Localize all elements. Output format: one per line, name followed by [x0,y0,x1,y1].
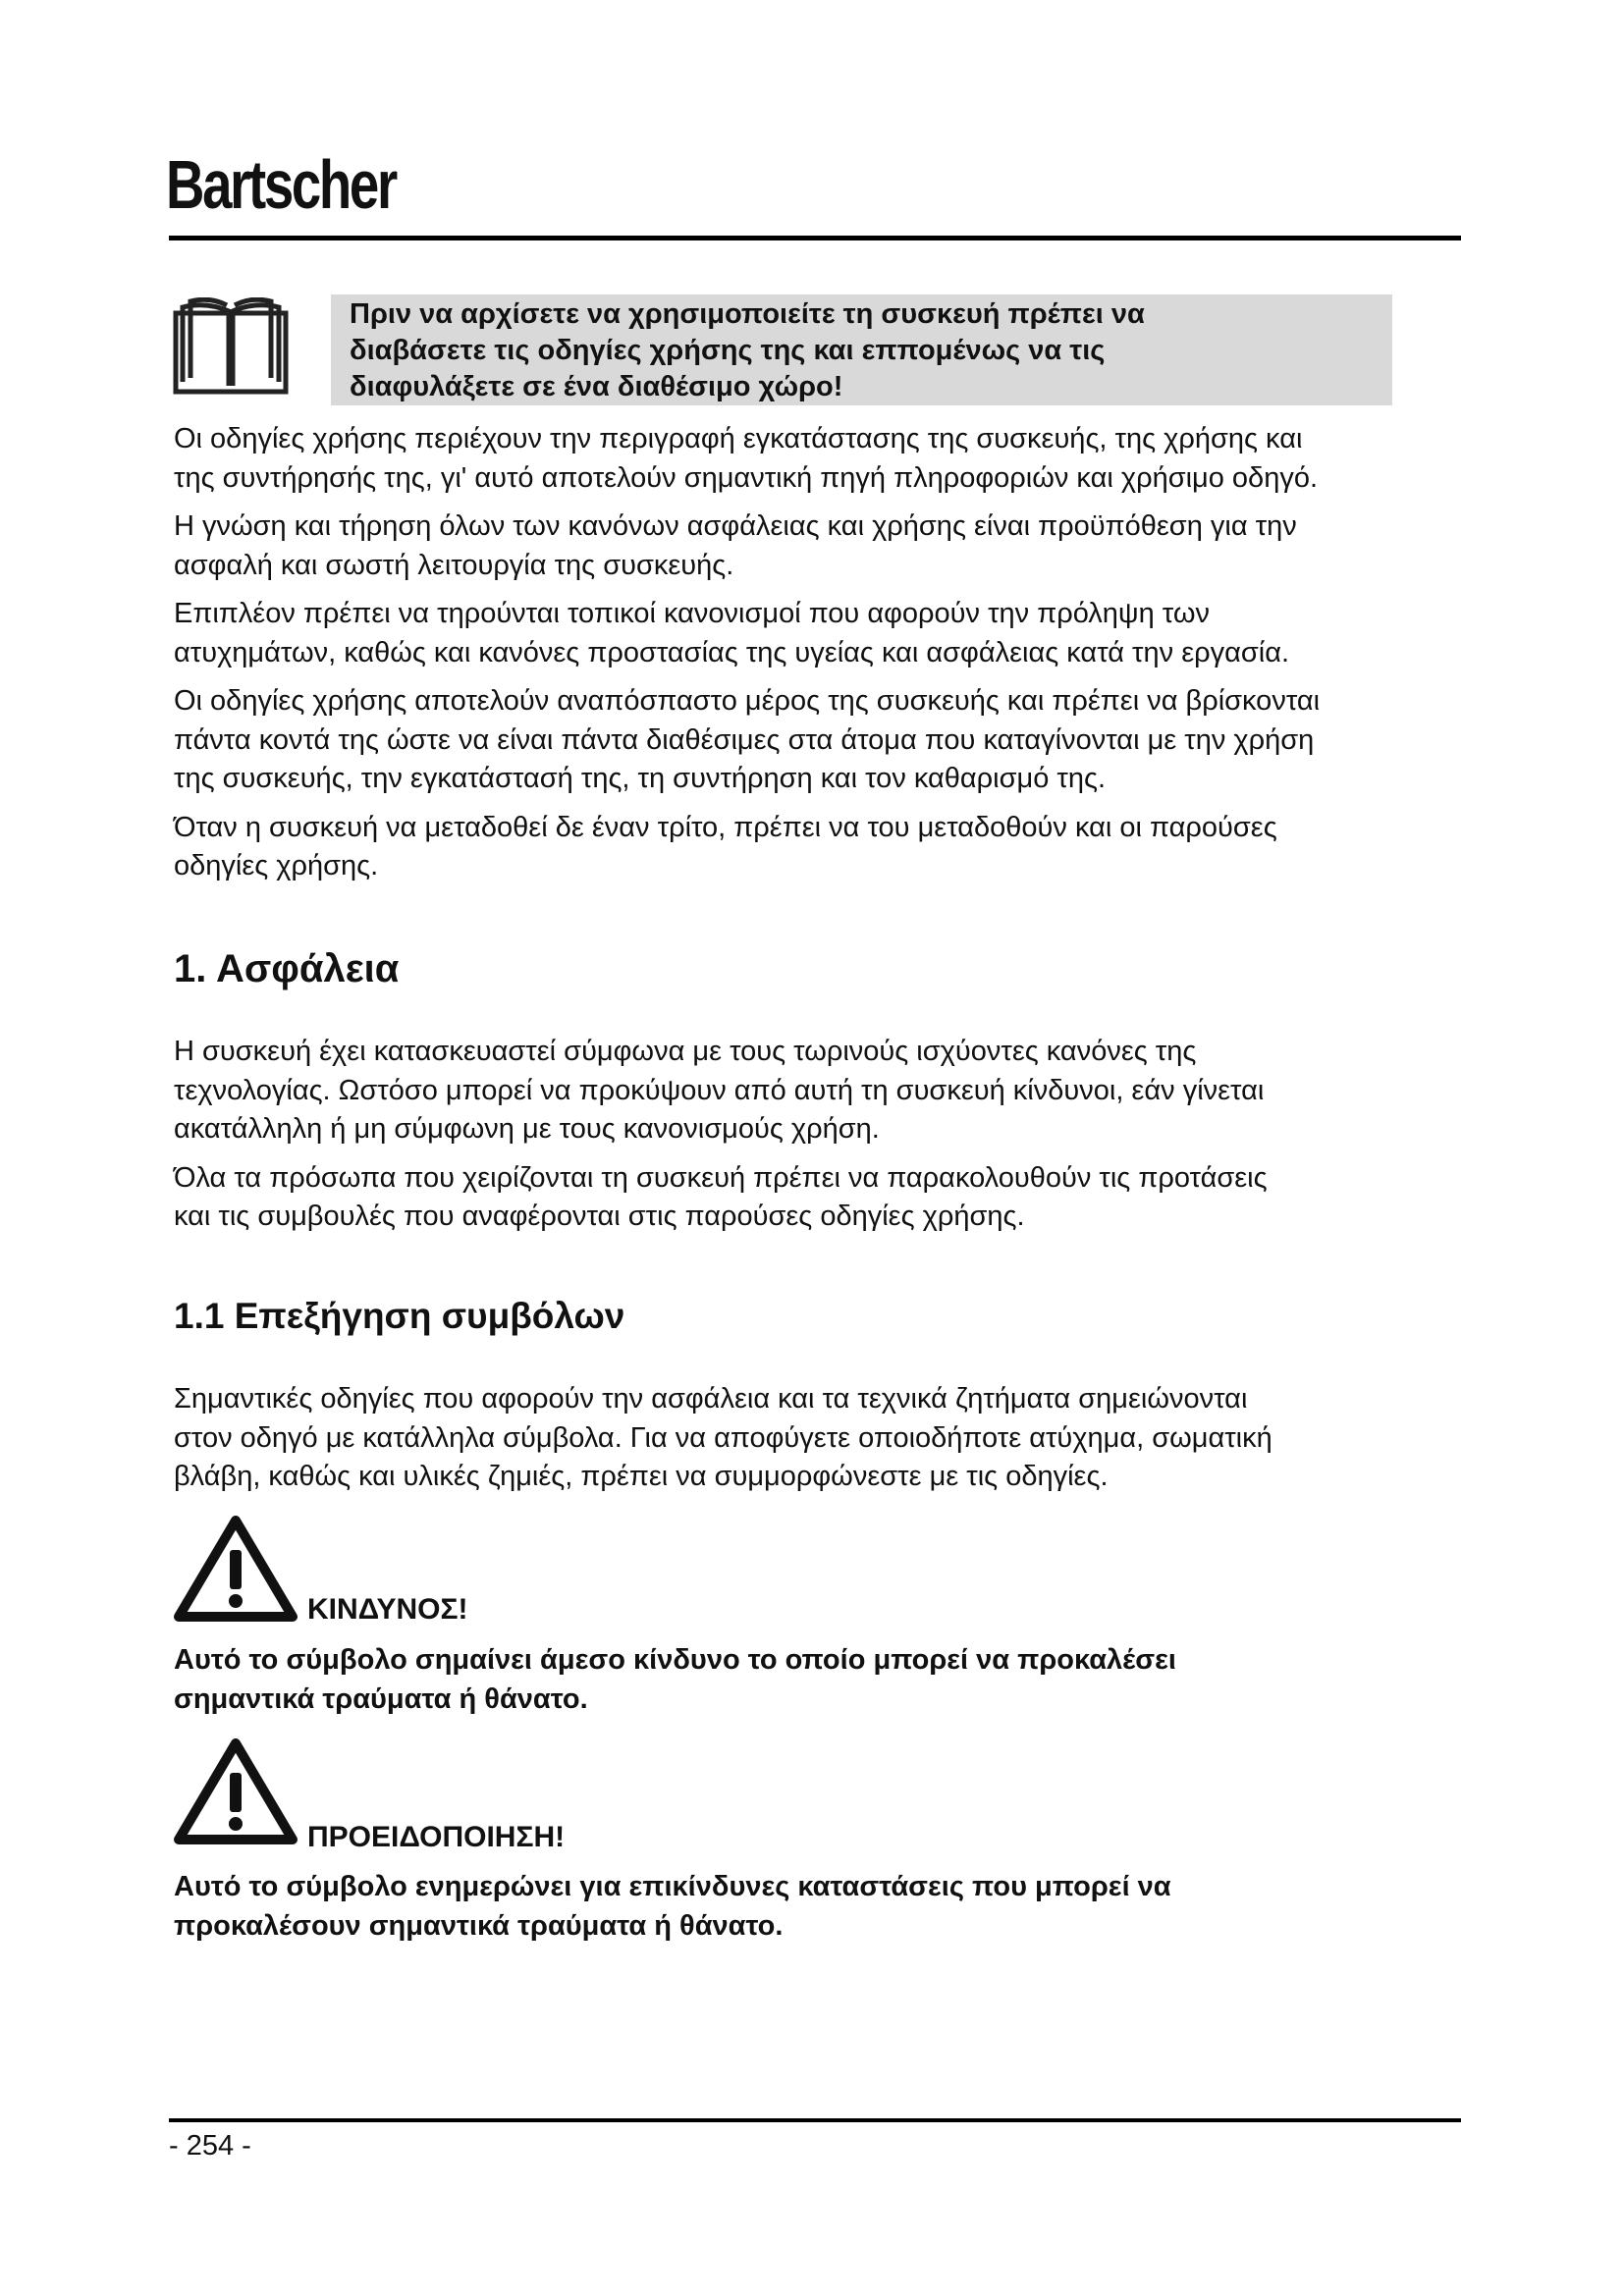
note-line: Πριν να αρχίσετε να χρησιμοποιείτε τη συσκευή πρέπει να [350,298,1145,330]
section1-1-text [174,1380,1489,1507]
page-number: - 254 - [169,2130,251,2162]
note-line: διαβάσετε τις οδηγίες χρήσης της και εππομένως να τις [350,335,1106,366]
warning-label: ΠΡΟΕΙΔΟΠΟΙΗΣΗ! [307,1821,566,1853]
intro-note [350,296,1390,405]
paragraph: Η συσκευή έχει κατασκευαστεί σύμφωνα με τους τωρινούς ισχύοντες κανόνες της τεχνολογίας. Ωστόσο μπορεί να προκύψουν από αυτή τη συσκευή κίνδυνοι, εάν γίνεται ακατάλληλη ή μη σύμφωνη με τους κανονισμούς χρήση. [174,1036,1265,1145]
brand-name: Bartscher [166,146,396,223]
intro-text [174,420,1489,896]
paragraph: Σημαντικές οδηγίες που αφορούν την ασφάλεια και τα τεχνικά ζητήματα σημειώνονται στον οδηγό με κατάλληλα σύμβολα. Για να αποφύγετε οποιοδήποτε ατύχημα, σωματική βλάβη, καθώς και υλικές ζημιές, πρέπει να συμμορφώνεστε με τις οδηγίες. [174,1383,1272,1492]
paragraph: Οι οδηγίες χρήσης περιέχουν την περιγραφή εγκατάστασης της συσκευής, της χρήσης και της συντήρησής της, γι' αυτό αποτελούν σημαντική πηγή πληροφοριών και χρήσιμο οδηγό. [174,423,1319,494]
section1-text [174,1033,1489,1247]
section-heading: 1. Ασφάλεια [174,947,400,990]
paragraph: Επιπλέον πρέπει να τηρούνται τοπικοί κανονισμοί που αφορούν την πρόληψη των ατυχημάτων, καθώς και κανόνες προστασίας της υγείας και ασφάλειας κατά την εργασία. [174,598,1290,668]
warning-triangle-icon [173,1737,298,1850]
subsection-heading: 1.1 Επεξήγηση συμβόλων [174,1296,625,1336]
warning-description: Αυτό το σύμβολο ενημερώνει για επικίνδυνες καταστάσεις που μπορεί να προκαλέσουν σημαντικά τραύματα ή θάνατο. [174,1871,1171,1942]
paragraph: Όταν η συσκευή να μεταδοθεί δε έναν τρίτο, πρέπει να του μεταδοθούν και οι παρούσες οδηγίες χρήσης. [174,811,1277,881]
paragraph: Όλα τα πρόσωπα που χειρίζονται τη συσκευή πρέπει να παρακολουθούν τις προτάσεις και τις συμβουλές που αναφέρονται στις παρούσες οδηγίες χρήσης. [174,1161,1268,1232]
danger-label: ΚΙΝΔΥΝΟΣ! [307,1593,468,1626]
header-divider [169,236,1461,240]
paragraph: Οι οδηγίες χρήσης αποτελούν αναπόσπαστο μέρος της συσκευής και πρέπει να βρίσκονται πάντα κοντά της ώστε να είναι πάντα διαθέσιμες στα άτομα που καταγίνονται με την χρήση της συσκευής, την εγκατάστασή της, τη συντήρηση και τον καθαρισμό της. [174,685,1321,794]
danger-description: Αυτό το σύμβολο σημαίνει άμεσο κίνδυνο το οποίο μπορεί να προκαλέσει σημαντικά τραύματα ή θάνατο. [174,1644,1176,1715]
footer-divider [169,2118,1461,2122]
note-line: διαφυλάξετε σε ένα διαθέσιμο χώρο! [350,371,843,402]
paragraph: Η γνώση και τήρηση όλων των κανόνων ασφάλειας και χρήσης είναι προϋπόθεση για την ασφαλή και σωστή λειτουργία της συσκευής. [174,510,1297,581]
warning-triangle-icon [173,1515,298,1628]
book-icon [173,297,289,400]
brand-logo [166,135,460,234]
